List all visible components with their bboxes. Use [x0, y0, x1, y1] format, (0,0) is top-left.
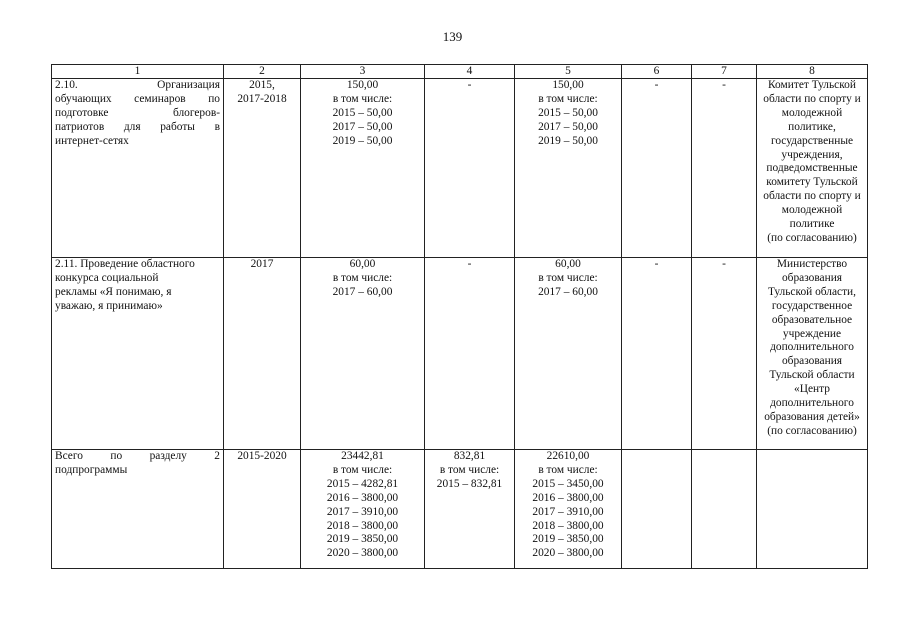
funding-line: в том числе:: [332, 271, 393, 284]
page-number: 139: [442, 29, 463, 44]
col5-cell: [515, 258, 622, 450]
col-header: 6: [622, 65, 692, 79]
col7-cell: [692, 258, 757, 450]
col-header: 2: [224, 65, 301, 79]
executor-line: Тульской области,: [767, 285, 857, 298]
funding-line: 60,00: [349, 258, 376, 270]
executor-line: образовательное: [771, 313, 853, 326]
executor-line: дополнительного: [770, 341, 854, 354]
years-line: 2015-2020: [237, 450, 287, 462]
executor-line: (по согласованию): [767, 231, 857, 244]
executor-line: учреждения,: [781, 148, 843, 161]
activity-name-cell: [52, 258, 224, 450]
funding-line: 2017 – 50,00: [538, 120, 598, 133]
activity-name-line: 2.10. Организация: [55, 79, 220, 91]
col4-cell: [425, 79, 515, 258]
funding-line: -: [722, 258, 726, 270]
col4-cell: [425, 450, 515, 569]
col-header: 7: [692, 65, 757, 79]
funding-line: 2015 – 4282,81: [326, 477, 399, 490]
funding-line: 60,00: [555, 258, 581, 270]
funding-line: 2015 – 50,00: [538, 106, 598, 119]
funding-line: 2019 – 3850,00: [532, 533, 604, 546]
executor-line: Министерство: [776, 258, 848, 270]
activity-name-line: 2.11. Проведение областного: [55, 258, 195, 270]
funding-line: 2017 – 60,00: [332, 285, 393, 298]
total-funding-cell: [301, 258, 425, 450]
funding-line: 2015 – 832,81: [436, 477, 503, 490]
activity-name-line: конкурса социальной: [55, 271, 159, 284]
executor-line: Комитет Тульской: [768, 79, 856, 91]
funding-line: -: [467, 258, 472, 270]
executor-line: политике,: [788, 120, 836, 133]
budget-table: [51, 64, 868, 569]
col-header: 8: [757, 65, 868, 79]
executor-line: образования детей»: [764, 410, 860, 423]
funding-line: -: [722, 79, 726, 91]
funding-line: 2017 – 3910,00: [532, 505, 604, 518]
col7-cell: [692, 79, 757, 258]
funding-line: -: [654, 79, 659, 91]
funding-line: 22610,00: [546, 450, 590, 462]
col6-cell: [622, 79, 692, 258]
col5-cell: [515, 450, 622, 569]
activity-name-line: патриотов для работы в: [55, 120, 220, 133]
funding-line: -: [654, 258, 659, 270]
years-line: 2017: [250, 258, 274, 270]
activity-name-line: обучающих семинаров по: [55, 92, 220, 105]
years-cell: [224, 258, 301, 450]
years-cell: [224, 79, 301, 258]
executor-line: политике: [789, 218, 835, 231]
header-row: [52, 65, 868, 79]
col-header: 1: [52, 65, 224, 79]
funding-line: 2015 – 50,00: [332, 106, 393, 119]
col-header: 5: [515, 65, 622, 79]
activity-name-cell: [52, 450, 224, 569]
funding-line: -: [467, 79, 472, 91]
funding-line: 2020 – 3800,00: [532, 547, 604, 560]
executor-line: дополнительного: [770, 397, 854, 410]
funding-line: 2019 – 50,00: [332, 134, 393, 147]
funding-line: 2018 – 3800,00: [532, 519, 604, 532]
executor-line: образования: [781, 355, 843, 368]
col6-cell: [622, 258, 692, 450]
years-line: 2017-2018: [237, 92, 287, 105]
activity-name-line: подпрограммы: [55, 463, 128, 476]
executor-cell: [757, 450, 868, 569]
funding-line: 150,00: [346, 79, 379, 91]
funding-line: 23442,81: [341, 450, 384, 462]
executor-line: области по спорту и: [763, 190, 861, 203]
funding-line: 2019 – 50,00: [538, 134, 598, 147]
col5-cell: [515, 79, 622, 258]
total-funding-cell: [301, 79, 425, 258]
table-row-2-10: [52, 79, 868, 258]
funding-line: в том числе:: [439, 463, 500, 476]
col4-cell: [425, 258, 515, 450]
funding-line: 832,81: [453, 450, 486, 462]
activity-name-line: Всего по разделу 2: [55, 450, 220, 462]
funding-line: 2016 – 3800,00: [532, 491, 604, 504]
funding-line: в том числе:: [538, 271, 598, 284]
col6-cell: [622, 450, 692, 569]
funding-line: 2015 – 3450,00: [532, 477, 604, 490]
funding-line: 2016 – 3800,00: [326, 491, 399, 504]
years-cell: [224, 450, 301, 569]
activity-name-line: рекламы «Я понимаю, я: [55, 285, 172, 298]
years-line: 2015,: [249, 79, 275, 91]
col-header: 4: [425, 65, 515, 79]
funding-line: 2017 – 50,00: [332, 120, 393, 133]
total-funding-cell: [301, 450, 425, 569]
activity-name-cell: [52, 79, 224, 258]
executor-line: комитету Тульской: [766, 176, 858, 189]
executor-line: молодежной: [781, 204, 843, 217]
col-header: 3: [301, 65, 425, 79]
executor-line: (по согласованию): [767, 424, 857, 437]
funding-line: в том числе:: [332, 463, 393, 476]
executor-line: молодежной: [781, 106, 843, 119]
executor-line: государственное: [771, 299, 853, 312]
funding-line: 2017 – 60,00: [538, 285, 598, 298]
activity-name-line: уважаю, я принимаю»: [55, 299, 163, 312]
funding-line: 2017 – 3910,00: [326, 505, 399, 518]
col7-cell: [692, 450, 757, 569]
executor-line: учреждение: [782, 327, 842, 340]
funding-line: 2018 – 3800,00: [326, 519, 399, 532]
funding-line: 2020 – 3800,00: [326, 547, 399, 560]
executor-line: государственные: [770, 134, 854, 147]
executor-line: области по спорту и: [763, 92, 861, 105]
executor-cell: [757, 258, 868, 450]
executor-line: образования: [781, 271, 843, 284]
executor-line: Тульской области: [769, 369, 855, 382]
executor-line: «Центр: [794, 383, 830, 396]
activity-name-line: интернет-сетях: [55, 134, 129, 147]
activity-name-line: подготовке блогеров-: [55, 106, 220, 119]
executor-line: подведомственные: [766, 162, 858, 175]
funding-line: в том числе:: [332, 92, 393, 105]
table-row-2-11: [52, 258, 868, 450]
funding-line: в том числе:: [538, 463, 598, 476]
funding-line: 2019 – 3850,00: [326, 533, 399, 546]
funding-line: 150,00: [552, 79, 584, 91]
funding-line: в том числе:: [538, 92, 598, 105]
table-row-total: [52, 450, 868, 569]
executor-cell: [757, 79, 868, 258]
